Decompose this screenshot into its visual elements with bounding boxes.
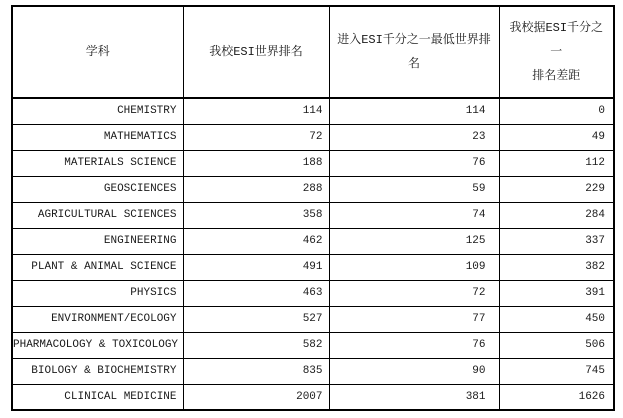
subject-cell: PHARMACOLOGY & TOXICOLOGY [12, 332, 183, 358]
threshold-rank-cell: 77 [329, 306, 499, 332]
threshold-rank-cell: 114 [329, 98, 499, 124]
subject-cell: MATERIALS SCIENCE [12, 150, 183, 176]
gap-cell: 745 [499, 358, 614, 384]
subject-cell: GEOSCIENCES [12, 176, 183, 202]
table-row [12, 332, 614, 358]
table-row [12, 306, 614, 332]
esi-ranking-table-container [11, 5, 613, 411]
subject-cell: ENGINEERING [12, 228, 183, 254]
table-body [12, 98, 614, 410]
table-row [12, 358, 614, 384]
threshold-rank-cell: 59 [329, 176, 499, 202]
threshold-rank-cell: 76 [329, 150, 499, 176]
table-row [12, 280, 614, 306]
school-rank-cell: 358 [183, 202, 329, 228]
school-rank-cell: 463 [183, 280, 329, 306]
gap-cell: 49 [499, 124, 614, 150]
column-header-school-rank: 我校ESI世界排名 [183, 6, 329, 98]
school-rank-cell: 462 [183, 228, 329, 254]
table-row [12, 150, 614, 176]
subject-cell: CLINICAL MEDICINE [12, 384, 183, 410]
gap-cell: 450 [499, 306, 614, 332]
gap-cell: 337 [499, 228, 614, 254]
table-row [12, 228, 614, 254]
subject-cell: BIOLOGY & BIOCHEMISTRY [12, 358, 183, 384]
school-rank-cell: 2007 [183, 384, 329, 410]
gap-cell: 506 [499, 332, 614, 358]
column-header-subject: 学科 [12, 6, 183, 98]
column-header-gap: 我校据ESI千分之一 排名差距 [499, 6, 614, 98]
threshold-rank-cell: 90 [329, 358, 499, 384]
gap-cell: 382 [499, 254, 614, 280]
gap-cell: 284 [499, 202, 614, 228]
gap-cell: 112 [499, 150, 614, 176]
esi-ranking-table [11, 5, 615, 411]
table-row [12, 98, 614, 124]
threshold-rank-cell: 381 [329, 384, 499, 410]
subject-cell: CHEMISTRY [12, 98, 183, 124]
school-rank-cell: 188 [183, 150, 329, 176]
school-rank-cell: 491 [183, 254, 329, 280]
subject-cell: PHYSICS [12, 280, 183, 306]
threshold-rank-cell: 109 [329, 254, 499, 280]
school-rank-cell: 72 [183, 124, 329, 150]
table-row [12, 254, 614, 280]
table-row [12, 124, 614, 150]
threshold-rank-cell: 74 [329, 202, 499, 228]
threshold-rank-cell: 76 [329, 332, 499, 358]
table-header [12, 6, 614, 98]
school-rank-cell: 835 [183, 358, 329, 384]
school-rank-cell: 288 [183, 176, 329, 202]
table-row [12, 176, 614, 202]
gap-cell: 391 [499, 280, 614, 306]
subject-cell: PLANT & ANIMAL SCIENCE [12, 254, 183, 280]
subject-cell: AGRICULTURAL SCIENCES [12, 202, 183, 228]
column-header-threshold-rank: 进入ESI千分之一最低世界排 名 [329, 6, 499, 98]
school-rank-cell: 582 [183, 332, 329, 358]
gap-cell: 0 [499, 98, 614, 124]
school-rank-cell: 114 [183, 98, 329, 124]
table-row [12, 384, 614, 410]
table-row [12, 202, 614, 228]
header-row [12, 6, 614, 98]
threshold-rank-cell: 125 [329, 228, 499, 254]
subject-cell: MATHEMATICS [12, 124, 183, 150]
threshold-rank-cell: 72 [329, 280, 499, 306]
gap-cell: 229 [499, 176, 614, 202]
school-rank-cell: 527 [183, 306, 329, 332]
threshold-rank-cell: 23 [329, 124, 499, 150]
subject-cell: ENVIRONMENT/ECOLOGY [12, 306, 183, 332]
gap-cell: 1626 [499, 384, 614, 410]
